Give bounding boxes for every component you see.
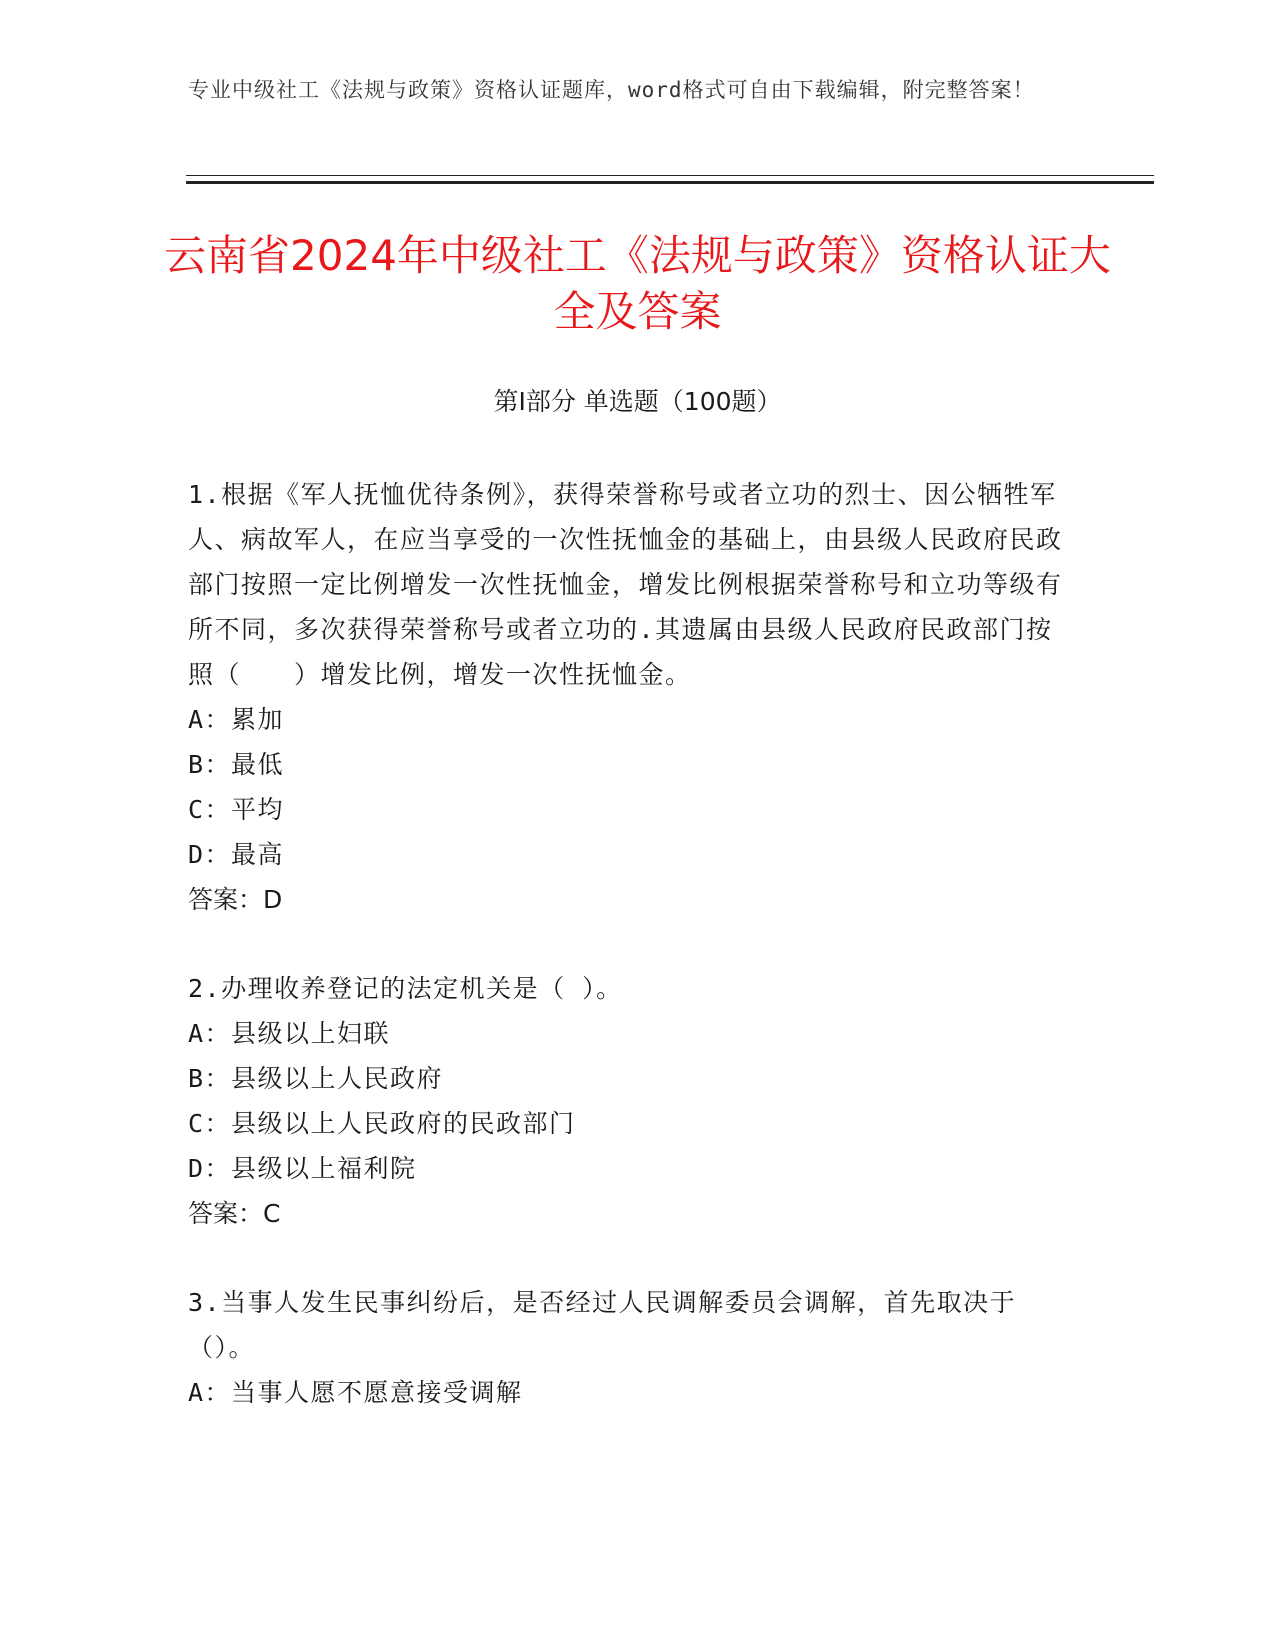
answer: 答案：C: [188, 1199, 281, 1228]
option-b: B：最低: [188, 750, 285, 779]
section-title: 第Ⅰ部分 单选题（100题）: [493, 387, 782, 416]
document-title: 云南省2024年中级社工《法规与政策》资格认证大全及答案: [164, 231, 1111, 336]
question-2: [188, 966, 1068, 1236]
question-stem: 1.根据《军人抚恤优待条例》，获得荣誉称号或者立功的烈士、因公牺牲军人、病故军人，在应当享受的一次性抚恤金的基础上，由县级人民政府民政部门按照一定比例增发一次性抚恤金，增发比例根据荣誉称号和立功等级有所不同，多次获得荣誉称号或者立功的.其遗属由县级人民政府民政部门按照（ ）增发比例，增发一次性抚恤金。: [188, 480, 1063, 689]
header-divider-thin: [186, 175, 1154, 176]
option-b: B：县级以上人民政府: [188, 1064, 444, 1093]
option-a: A：县级以上妇联: [188, 1019, 391, 1048]
option-d: D：最高: [188, 840, 285, 869]
header-divider-thick: [186, 181, 1154, 184]
question-stem: 3.当事人发生民事纠纷后，是否经过人民调解委员会调解，首先取决于（）。: [188, 1288, 1017, 1362]
question-1: [188, 472, 1068, 922]
option-a: A：累加: [188, 705, 285, 734]
question-list: [188, 472, 1068, 1459]
question-3: [188, 1280, 1068, 1415]
option-a: A：当事人愿不愿意接受调解: [188, 1378, 523, 1407]
answer: 答案：D: [188, 885, 283, 914]
option-c: C：平均: [188, 795, 285, 824]
option-d: D：县级以上福利院: [188, 1154, 417, 1183]
option-c: C：县级以上人民政府的民政部门: [188, 1109, 576, 1138]
header-note: 专业中级社工《法规与政策》资格认证题库，word格式可自由下载编辑，附完整答案！: [188, 78, 1035, 102]
question-stem: 2.办理收养登记的法定机关是（ ）。: [188, 974, 623, 1003]
